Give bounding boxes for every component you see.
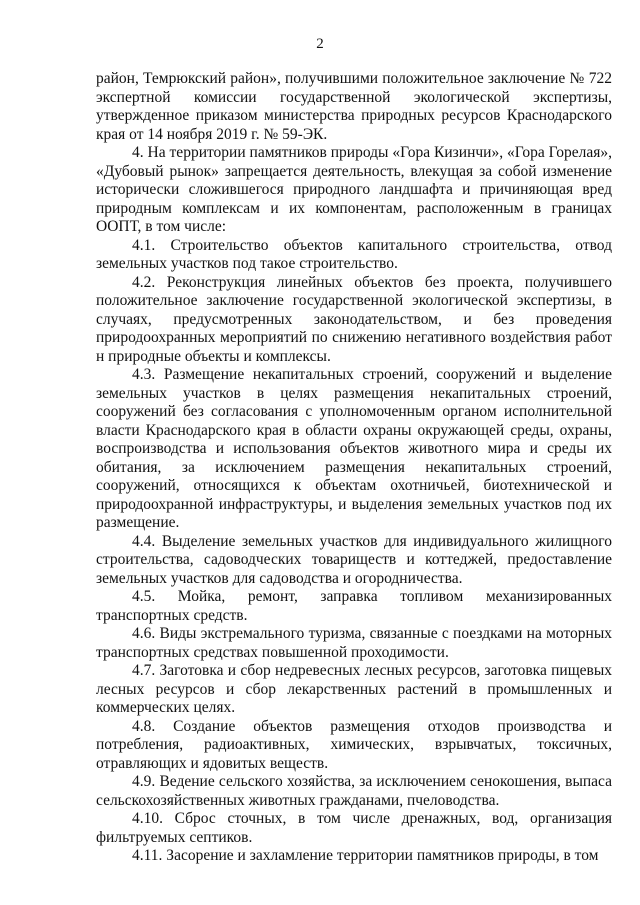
- paragraph: 4.11. Засорение и захламление территории памятников природы, в том: [132, 847, 599, 864]
- paragraph: 4.9. Ведение сельского хозяйства, за исключением сенокошения, выпаса сельскохозяйственных животных гражданами, пчеловодства.: [96, 773, 612, 809]
- paragraph: 4.5. Мойка, ремонт, заправка топливом механизированных транспортных средств.: [96, 588, 612, 624]
- paragraph: 4.1. Строительство объектов капитального строительства, отвод земельных участков под такое строительство.: [96, 236, 612, 272]
- paragraph: 4.10. Сброс сточных, в том числе дренажных, вод, организация фильтруемых септиков.: [96, 810, 612, 846]
- page-number: 2: [316, 36, 324, 52]
- paragraph: 4.2. Реконструкция линейных объектов без проекта, получившего положительное заключение государственной экологической экспертизы, в случаях, предусмотренных законодательством, и без проведения природоохранных мероприятий по снижению негативного воздействия работ н природные объекты и комплексы.: [96, 273, 612, 365]
- paragraph: 4.4. Выделение земельных участков для индивидуального жилищного строительства, садоводческих товариществ и коттеджей, предоставление земельных участков для садоводства и огородничества.: [96, 532, 612, 587]
- paragraph: 4. На территории памятников природы «Гора Кизинчи», «Гора Горелая», «Дубовый рынок» запрещается деятельность, влекущая за собой изменение исторически сложившегося природного ландшафта и причиняющая вред природным комплексам и их компонентам, расположенным в границах ООПТ, в том числе:: [96, 144, 612, 235]
- paragraph: 4.3. Размещение некапитальных строений, сооружений и выделение земельных участков в целях размещения некапитальных строений, сооружений без согласования с уполномоченным органом исполнительной власти Краснодарского края в области охраны окружающей среды, охраны, воспроизводства и использования объектов животного мира и среды их обитания, за исключением размещения некапитальных строений, сооружений, относящихся к объектам охотничьей, биотехнической и природоохранной инфраструктуры, и выделения земельных участков под их размещение.: [96, 366, 612, 531]
- paragraph: район, Темрюкский район», получившими положительное заключение № 722 экспертной комиссии государственной экологической экспертизы, утвержденное приказом министерства природных ресурсов Краснодарского края от 14 ноября 2019 г. № 59-ЭК.: [96, 70, 612, 143]
- paragraph: 4.7. Заготовка и сбор недревесных лесных ресурсов, заготовка пищевых лесных ресурсов и сбор лекарственных растений в промышленных и коммерческих целях.: [96, 662, 612, 716]
- paragraph: 4.6. Виды экстремального туризма, связанные с поездками на моторных транспортных средствах повышенной проходимости.: [96, 625, 612, 661]
- paragraph: 4.8. Создание объектов размещения отходов производства и потребления, радиоактивных, химических, взрывчатых, токсичных, отравляющих и ядовитых веществ.: [96, 717, 612, 772]
- document-body: [96, 70, 612, 866]
